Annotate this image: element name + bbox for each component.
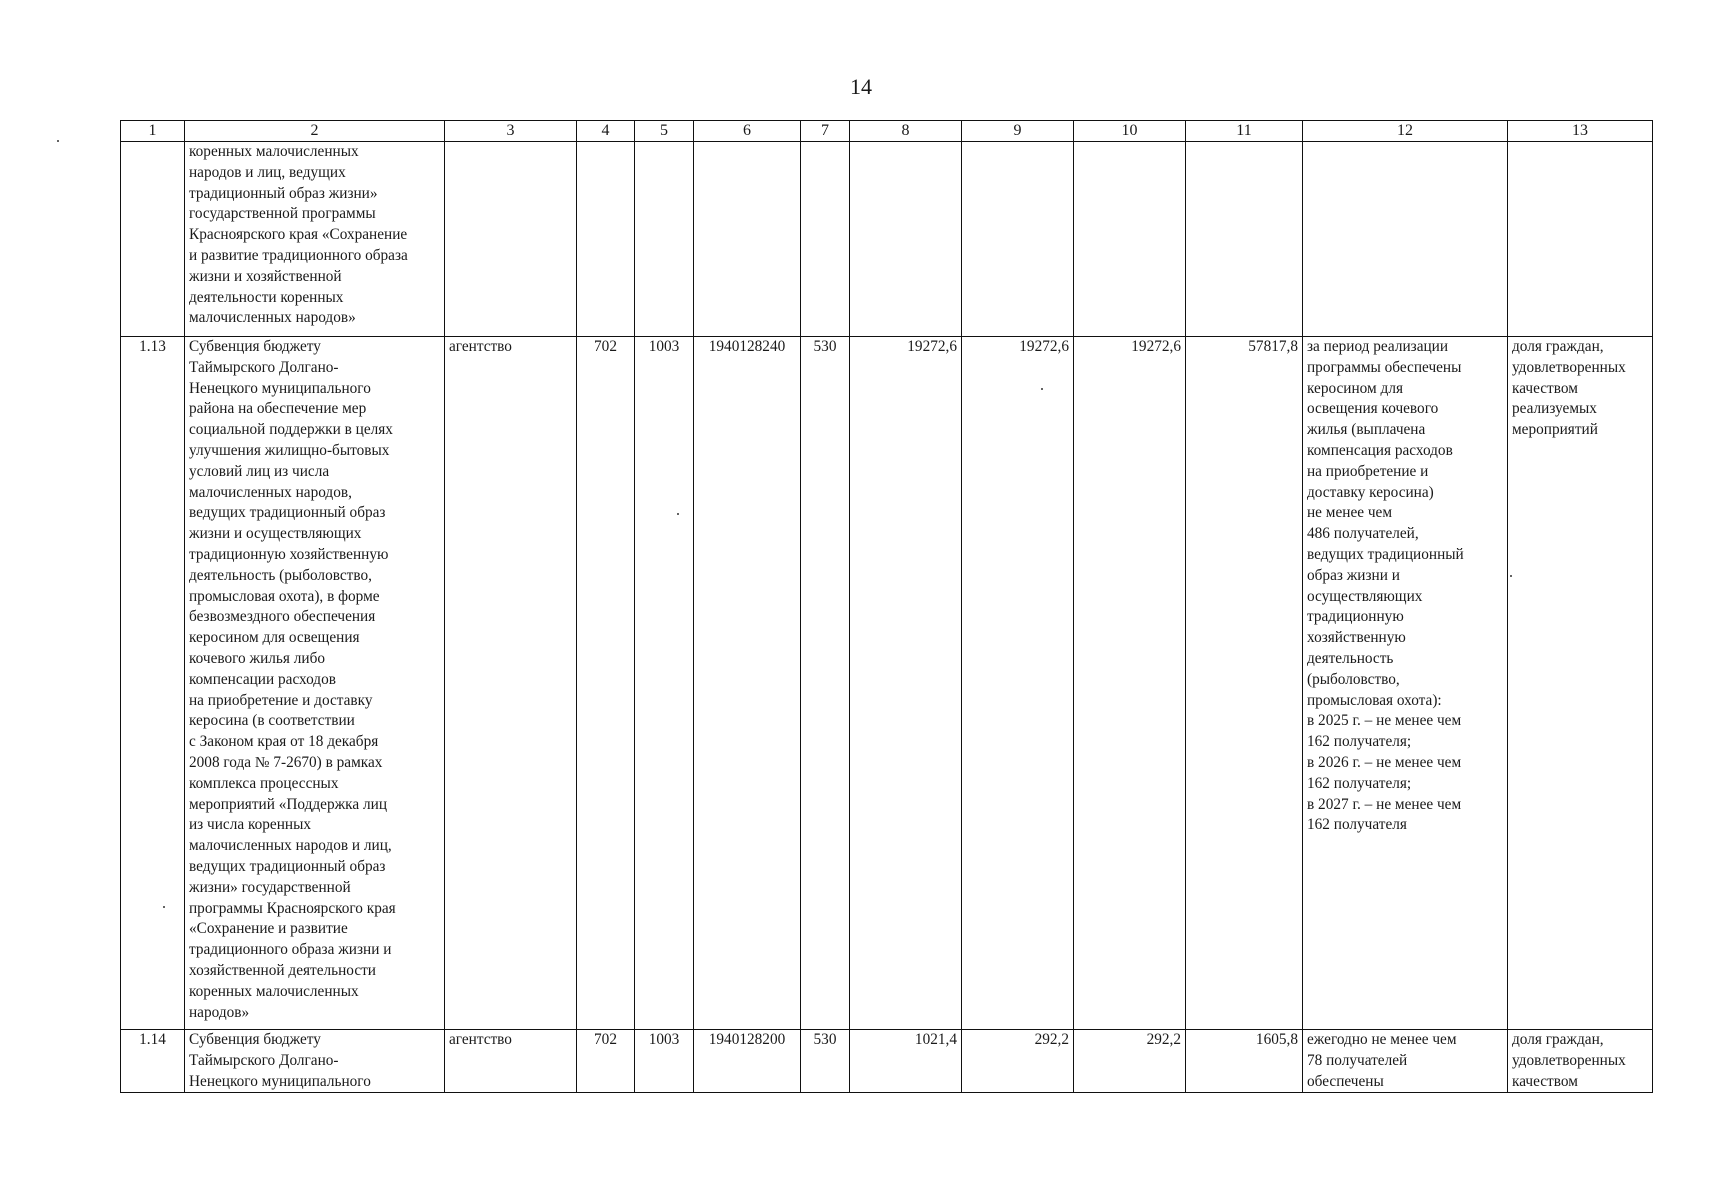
column-number: 12 xyxy=(1303,121,1508,142)
column-number: 5 xyxy=(635,121,694,142)
grbs-code: 702 xyxy=(577,337,635,1030)
indicator: доля граждан, удовлетворенных качеством xyxy=(1508,1030,1653,1093)
scan-speck xyxy=(677,513,679,515)
amount-total: 57817,8 xyxy=(1186,337,1303,1030)
amount-2025 xyxy=(850,142,962,337)
amount-2026: 292,2 xyxy=(962,1030,1074,1093)
column-number: 13 xyxy=(1508,121,1653,142)
scan-speck xyxy=(1510,575,1512,577)
measure-name: Субвенция бюджету Таймырского Долгано- Ненецкого муниципального xyxy=(185,1030,445,1093)
measure-name: Субвенция бюджету Таймырского Долгано- Ненецкого муниципального района на обеспечение мер социальной поддержки в целях улучшения жилищно-бытовых условий лиц из числа малочисленных народов, ведущих традиционный образ жизни и осуществляющих традиционную хозяйственную деятельность (рыболовство, промысловая охота), в форме безвозмездного обеспечения керосином для освещения кочевого жилья либо компенсации расходов на приобретение и доставку керосина (в соответствии с Законом края от 18 декабря 2008 года № 7-2670) в рамках комплекса процессных мероприятий «Поддержка лиц из числа коренных малочисленных народов и лиц, ведущих традиционный образ жизни» государственной программы Красноярского края «Сохранение и развитие традиционного образа жизни и хозяйственной деятельности коренных малочисленных народов» xyxy=(185,337,445,1030)
budget-table xyxy=(120,120,1653,1093)
vr-code: 530 xyxy=(801,337,850,1030)
table-row-1-14 xyxy=(121,1030,1653,1093)
column-number: 2 xyxy=(185,121,445,142)
executor: агентство xyxy=(445,337,577,1030)
page-number: 14 xyxy=(850,74,872,99)
amount-2027 xyxy=(1074,142,1186,337)
column-number-row xyxy=(121,121,1653,142)
rzpr-code: 1003 xyxy=(635,1030,694,1093)
row-number xyxy=(121,142,185,337)
column-number: 10 xyxy=(1074,121,1186,142)
expected-result: за период реализации программы обеспечены керосином для освещения кочевого жилья (выплачена компенсация расходов на приобретение и доставку керосина) не менее чем 486 получателей, ведущих традиционный образ жизни и осуществляющих традиционную хозяйственную деятельность (рыболовство, промысловая охота): в 2025 г. – не менее чем 162 получателя; в 2026 г. – не менее чем 162 получателя; в 2027 г. – не менее чем 162 получателя xyxy=(1303,337,1508,1030)
indicator: доля граждан, удовлетворенных качеством реализуемых мероприятий xyxy=(1508,337,1653,1030)
row-number: 1.14 xyxy=(121,1030,185,1093)
amount-2027: 292,2 xyxy=(1074,1030,1186,1093)
row-number: 1.13 xyxy=(121,337,185,1030)
executor: агентство xyxy=(445,1030,577,1093)
amount-total: 1605,8 xyxy=(1186,1030,1303,1093)
amount-total xyxy=(1186,142,1303,337)
indicator xyxy=(1508,142,1653,337)
column-number: 4 xyxy=(577,121,635,142)
amount-2025: 1021,4 xyxy=(850,1030,962,1093)
scan-speck xyxy=(57,140,59,142)
column-number: 6 xyxy=(694,121,801,142)
amount-2025: 19272,6 xyxy=(850,337,962,1030)
amount-2026 xyxy=(962,142,1074,337)
rzpr-code xyxy=(635,142,694,337)
grbs-code xyxy=(577,142,635,337)
csr-code: 1940128200 xyxy=(694,1030,801,1093)
rzpr-code: 1003 xyxy=(635,337,694,1030)
vr-code: 530 xyxy=(801,1030,850,1093)
column-number: 1 xyxy=(121,121,185,142)
amount-2027: 19272,6 xyxy=(1074,337,1186,1030)
column-number: 3 xyxy=(445,121,577,142)
column-number: 7 xyxy=(801,121,850,142)
column-number: 9 xyxy=(962,121,1074,142)
column-number: 11 xyxy=(1186,121,1303,142)
amount-2026: 19272,6 xyxy=(962,337,1074,1030)
expected-result: ежегодно не менее чем 78 получателей обеспечены xyxy=(1303,1030,1508,1093)
table-row-1-13 xyxy=(121,337,1653,1030)
executor xyxy=(445,142,577,337)
table-row-continuation xyxy=(121,142,1653,337)
scan-speck xyxy=(163,906,165,908)
csr-code xyxy=(694,142,801,337)
column-number: 8 xyxy=(850,121,962,142)
grbs-code: 702 xyxy=(577,1030,635,1093)
csr-code: 1940128240 xyxy=(694,337,801,1030)
measure-name: коренных малочисленных народов и лиц, ведущих традиционный образ жизни» государственной программы Красноярского края «Сохранение и развитие традиционного образа жизни и хозяйственной деятельности коренных малочисленных народов» xyxy=(185,142,445,337)
scan-speck xyxy=(1041,388,1043,390)
expected-result xyxy=(1303,142,1508,337)
vr-code xyxy=(801,142,850,337)
